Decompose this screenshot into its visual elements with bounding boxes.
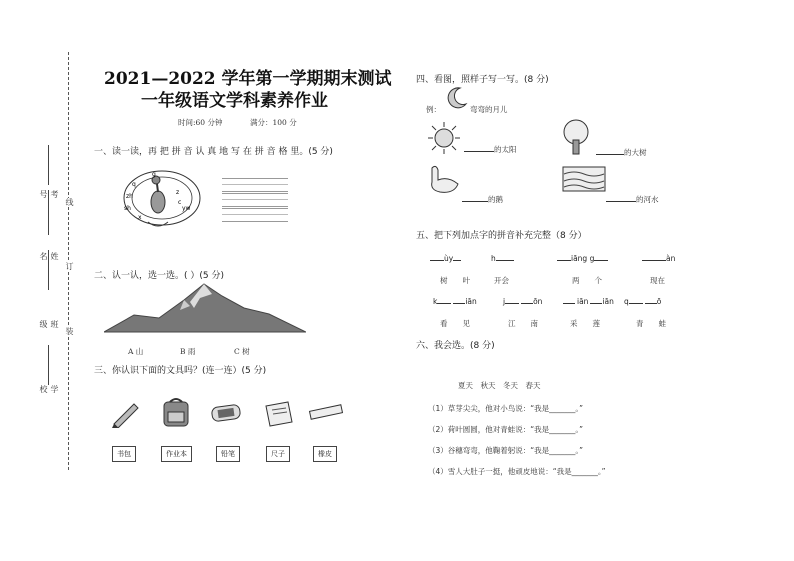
pinyin-2-3[interactable]: iān iān <box>563 297 614 306</box>
pinyin-grid-1[interactable] <box>222 178 288 192</box>
label-homework-book[interactable]: 作业本 <box>161 446 192 462</box>
school-label: 学校 <box>39 385 59 394</box>
binding-zhuang-mark: 装 <box>65 327 74 336</box>
notebook-icon <box>262 400 294 428</box>
q2-option-b[interactable]: B 雨 <box>180 347 196 356</box>
moon-icon <box>444 86 468 110</box>
question-6: 六、我会选。(8 分) <box>416 341 495 351</box>
pinyin-grid-2[interactable] <box>222 193 288 207</box>
goose-icon <box>426 162 462 196</box>
pinyin-1-2[interactable]: h <box>491 254 514 263</box>
hanzi-1-3: 两 个 <box>572 276 602 285</box>
number-label: 考号 <box>39 190 59 199</box>
label-pencil[interactable]: 铅笔 <box>216 446 240 462</box>
question-2: 二、认一认，选一选。( ）(5 分) <box>94 271 224 281</box>
pinyin-2-4[interactable]: q ō <box>624 297 662 306</box>
question-4: 四、看图，照样子写一写。(8 分) <box>416 75 549 85</box>
svg-text:x: x <box>138 214 142 221</box>
hanzi-2-3: 采 莲 <box>570 319 600 328</box>
hanzi-2-1: 看 见 <box>440 319 470 328</box>
question-5: 五、把下列加点字的拼音补充完整（8 分） <box>416 231 587 241</box>
school-blank <box>48 345 49 385</box>
svg-text:c: c <box>178 199 182 206</box>
exam-time: 时间:60 分钟 <box>178 118 223 127</box>
pinyin-1-1[interactable]: ùy <box>430 254 461 263</box>
river-suffix: 的河水 <box>636 195 659 204</box>
eraser-icon <box>210 402 242 424</box>
question-1: 一、读一读，再 把 拼 音 认 真 地 写 在 拼 音 格 里。(5 分) <box>94 147 333 157</box>
peacock-illustration <box>118 164 213 234</box>
q6-line-2[interactable]: （2）荷叶圆圆，他对青蛙说：“我是_______。” <box>428 425 584 434</box>
hanzi-2-2: 江 南 <box>508 319 538 328</box>
example-label: 例： <box>426 105 441 114</box>
svg-text:zh: zh <box>126 193 133 200</box>
q6-line-1[interactable]: （1）草芽尖尖，他对小鸟说：“我是_______。” <box>428 404 584 413</box>
label-ruler[interactable]: 尺子 <box>266 446 290 462</box>
exam-subtitle: 一年级语文学科素养作业 <box>141 91 328 111</box>
sun-icon <box>426 120 462 156</box>
hanzi-1-1: 树 叶 <box>440 276 470 285</box>
pinyin-2-1[interactable]: k iān <box>433 297 477 306</box>
pinyin-2-2[interactable]: j ōn <box>503 297 543 306</box>
tree-icon <box>560 118 592 156</box>
question-3: 三、你认识下面的文具吗？(连一连）(5 分) <box>94 366 267 376</box>
goose-answer[interactable] <box>462 194 503 205</box>
ruler-icon <box>308 402 344 422</box>
svg-text:g: g <box>152 171 156 178</box>
q6-line-3[interactable]: （3）谷穗弯弯，他鞠着躬说：“我是_______。” <box>428 446 584 455</box>
name-label: 姓名 <box>39 252 59 261</box>
hanzi-1-2: 开会 <box>494 276 509 285</box>
svg-text:sh: sh <box>124 205 131 212</box>
q2-option-c[interactable]: C 树 <box>234 347 250 356</box>
exam-title: 2021—2022 学年第一学期期末测试 <box>104 69 392 89</box>
river-answer[interactable] <box>606 194 659 205</box>
example-answer: 弯弯的月儿 <box>470 105 508 114</box>
tree-suffix: 的大树 <box>624 148 647 157</box>
number-blank <box>48 145 49 185</box>
mountain-illustration <box>104 280 306 335</box>
label-eraser[interactable]: 橡皮 <box>313 446 337 462</box>
sun-answer[interactable] <box>464 144 517 155</box>
season-options: 夏天 秋天 冬天 春天 <box>458 381 541 390</box>
goose-suffix: 的鹅 <box>488 195 503 204</box>
sun-suffix: 的太阳 <box>494 145 517 154</box>
river-icon <box>562 166 606 192</box>
label-schoolbag[interactable]: 书包 <box>112 446 136 462</box>
pencil-icon <box>110 398 140 428</box>
svg-text:z: z <box>176 189 180 196</box>
svg-text:q: q <box>132 181 136 188</box>
binding-line-mark: 线 <box>65 198 74 207</box>
q6-line-4[interactable]: （4）雪人大肚子一挺，他顽皮地说：“我是_______。” <box>428 467 606 476</box>
pinyin-1-3[interactable]: iāng g <box>557 254 608 263</box>
binding-ding-mark: 订 <box>65 262 74 271</box>
q2-option-a[interactable]: A 山 <box>128 347 144 356</box>
schoolbag-icon <box>160 396 192 428</box>
pinyin-1-4[interactable]: àn <box>642 254 675 263</box>
pinyin-grid-3[interactable] <box>222 208 288 222</box>
class-label: 班级 <box>39 320 59 329</box>
exam-score: 满分：100 分 <box>250 118 297 127</box>
binding-margin <box>0 0 78 561</box>
hanzi-2-4: 青 蛙 <box>636 319 666 328</box>
peacock-drawing <box>118 164 213 234</box>
tree-answer[interactable] <box>596 147 647 158</box>
mountain-drawing <box>104 280 306 335</box>
hanzi-1-4: 现在 <box>650 276 665 285</box>
binding-dashed-line <box>68 52 69 470</box>
svg-text:yw: yw <box>182 205 191 212</box>
